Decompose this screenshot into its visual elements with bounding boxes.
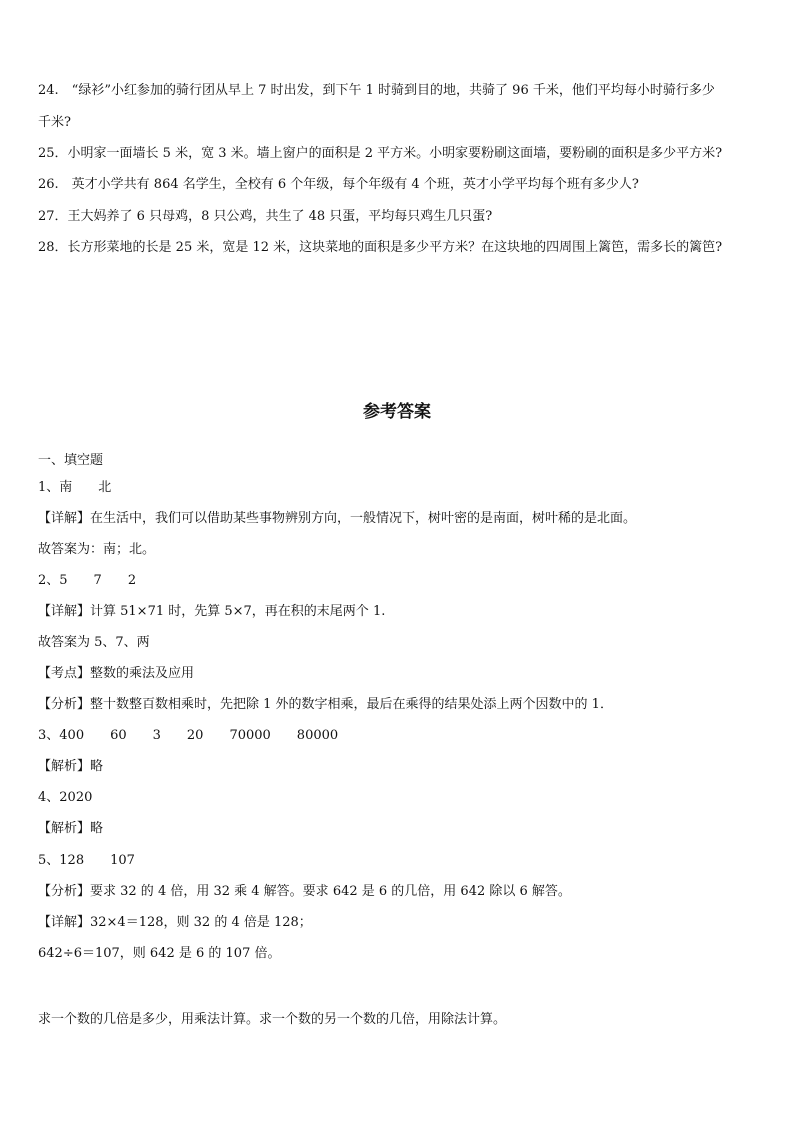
question-25: 25．小明家一面墙长 5 米，宽 3 米。墙上窗户的面积是 2 平方米。小明家要粉刷这面墙，要粉刷的面积是多少平方米? xyxy=(38,146,723,161)
answer-5-detail2: 642÷6＝107，则 642 是 6 的 107 倍。 xyxy=(38,946,281,961)
question-26: 26. 英才小学共有 864 名学生，全校有 6 个年级，每个年级有 4 个班，英才小学平均每个班有多少人? xyxy=(38,177,639,192)
answer-3-head: 3、400 60 3 20 70000 80000 xyxy=(38,728,339,743)
question-27: 27．王大妈养了 6 只母鸡，8 只公鸡，共生了 48 只蛋，平均每只鸡生几只蛋? xyxy=(38,209,493,224)
section-heading: 一、填空题 xyxy=(38,453,104,468)
answer-5-head: 5、128 107 xyxy=(38,853,135,868)
question-28: 28．长方形菜地的长是 25 米，宽是 12 米，这块菜地的面积是多少平方米？在这块地的四周围上篱笆，需多长的篱笆? xyxy=(38,240,723,255)
answer-4-jiexi: 【解析】略 xyxy=(38,821,104,836)
answer-4-head: 4、2020 xyxy=(38,790,93,805)
answer-2-kaodian: 【考点】整数的乘法及应用 xyxy=(38,666,195,681)
answer-5-detail: 【详解】32×4＝128，则 32 的 4 倍是 128； xyxy=(38,915,312,930)
answer-2-final: 故答案为 5、7、两 xyxy=(38,635,150,650)
answer-3-jiexi: 【解析】略 xyxy=(38,759,104,774)
answer-5-summary: 求一个数的几倍是多少，用乘法计算。求一个数的另一个数的几倍，用除法计算。 xyxy=(38,1012,507,1027)
answer-5-analysis: 【分析】要求 32 的 4 倍，用 32 乘 4 解答。要求 642 是 6 的几倍，用 642 除以 6 解答。 xyxy=(38,884,571,899)
answer-2-head: 2、5 7 2 xyxy=(38,573,137,588)
question-24-line1: 24. “绿衫”小红参加的骑行团从早上 7 时出发，到下午 1 时骑到目的地，共骑了 96 千米，他们平均每小时骑行多少 xyxy=(38,83,715,98)
answer-2-analysis: 【分析】整十数整百数相乘时，先把除 1 外的数字相乘，最后在乘得的结果处添上两个因数中的 1． xyxy=(38,697,613,712)
question-24-line2: 千米? xyxy=(38,115,71,130)
answer-2-detail: 【详解】计算 51×71 时，先算 5×7，再在积的末尾两个 1. xyxy=(38,604,386,619)
answer-title: 参考答案 xyxy=(363,402,431,422)
answer-1-final: 故答案为：南；北。 xyxy=(38,542,156,557)
answer-1-detail: 【详解】在生活中，我们可以借助某些事物辨别方向，一般情况下，树叶密的是南面，树叶稀的是北面。 xyxy=(38,511,637,526)
answer-1-head: 1、南 北 xyxy=(38,480,112,495)
